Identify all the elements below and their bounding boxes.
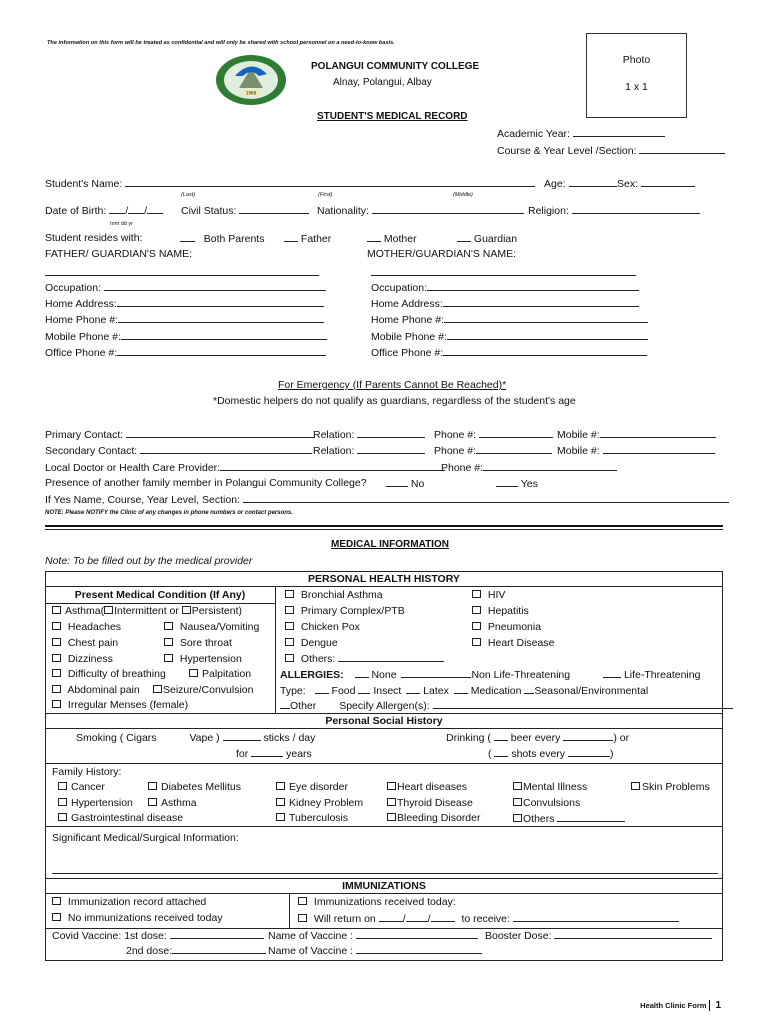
father-occupation-field[interactable] [45,281,326,294]
secondary-phone-label: Phone #: [434,445,477,457]
civil-status-label: Civil Status: [181,205,237,217]
family-member-no-option[interactable] [386,477,424,490]
no-label: No [410,478,425,490]
age-label: Age: [544,178,566,190]
father-label: Father [300,233,332,245]
family-kidney-checkbox[interactable] [276,798,285,806]
nausea-checkbox[interactable] [164,622,173,630]
primary-phone-field[interactable] [434,428,553,441]
family-heart[interactable]: Heart diseases [387,781,467,793]
condition-ptb[interactable]: Primary Complex/PTB [285,605,405,617]
father-office-field[interactable] [45,346,326,359]
mother-option[interactable] [367,232,417,245]
guardian-label: Guardian [473,233,518,245]
persistent-checkbox[interactable] [182,606,191,614]
condition-dizziness[interactable]: Dizziness [52,653,113,665]
age-field[interactable] [544,177,617,190]
sex-label: Sex: [617,178,639,190]
father-home-phone-field[interactable] [45,313,324,326]
second-dose-label: 2nd dose: [126,945,173,957]
booster-dose-field[interactable]: Booster Dose: [485,929,712,942]
doctor-label: Local Doctor or Health Care Provider: [45,462,221,474]
covid-second-row [126,944,266,957]
student-name-label: Student's Name: [45,178,123,190]
if-yes-field[interactable] [45,493,729,506]
condition-pneumonia[interactable]: Pneumonia [472,621,541,633]
father-address-label: Home Address: [45,298,117,310]
bronchial-checkbox[interactable] [285,590,294,598]
secondary-relation-field[interactable] [313,444,425,457]
hepatitis-checkbox[interactable] [472,606,481,614]
dob-label: Date of Birth: [45,205,107,217]
primary-relation-field[interactable] [313,428,425,441]
surgical-info-line[interactable] [52,864,718,874]
family-eye[interactable]: Eye disorder [276,781,348,793]
civil-status-field[interactable] [181,204,309,217]
family-member-yes-option[interactable] [496,477,538,490]
allergy-other-row: Other Specify Allergen(s): [280,699,733,712]
family-skin-checkbox[interactable] [631,782,640,790]
condition-seizure[interactable]: Seizure/Convulsion [153,684,253,696]
religion-label: Religion: [528,205,569,217]
college-seal-logo [215,54,287,106]
immunization-received-today[interactable]: Immunizations received today: [298,896,456,908]
first-hint: (First) [318,192,333,198]
mother-home-phone-label: Home Phone #: [371,314,444,326]
family-heart-checkbox[interactable] [387,782,396,790]
condition-hypertension[interactable]: Hypertension [164,653,242,665]
mother-name-line[interactable] [371,266,636,276]
course-section-field[interactable] [497,144,725,157]
primary-phone-label: Phone #: [434,429,477,441]
religion-field[interactable] [528,204,700,217]
father-option[interactable] [284,232,331,245]
primary-contact-label: Primary Contact: [45,429,124,441]
drinking-row: Drinking ( beer every ) or [446,732,630,744]
family-gastro[interactable]: Gastrointestinal disease [58,812,183,824]
father-guardian-title: FATHER/ GUARDIAN'S NAME: [45,248,193,260]
drinking-shots-row: ( shots every ) [488,748,614,760]
family-asthma[interactable]: Asthma [148,797,197,809]
father-office-label: Office Phone #: [45,347,118,359]
family-bleeding-checkbox[interactable] [387,813,396,821]
mother-guardian-title: MOTHER/GUARDIAN'S NAME: [367,248,517,260]
condition-bronchial[interactable]: Bronchial Asthma [285,589,383,601]
second-dose-line[interactable] [172,944,266,954]
mother-mobile-label: Mobile Phone #: [371,331,447,343]
condition-nausea[interactable]: Nausea/Vomiting [164,621,259,633]
social-history-title: Personal Social History [325,715,443,727]
family-convulsions[interactable]: Convulsions [513,797,580,809]
dengue-checkbox[interactable] [285,638,294,646]
secondary-mobile-field[interactable] [557,444,715,457]
doctor-phone-field[interactable] [441,461,617,474]
smoking-row: Smoking ( Cigars Vape ) sticks / day [76,732,316,744]
present-condition-title: Present Medical Condition (If Any) [74,589,246,601]
family-member-question: Presence of another family member in Polangui Community College? [45,477,367,489]
abdominal-checkbox[interactable] [52,685,61,693]
mother-occupation-field[interactable] [371,281,639,294]
family-bleeding[interactable]: Bleeding Disorder [387,812,480,824]
photo-label: Photo [622,54,651,66]
last-hint: (Last) [181,192,196,198]
middle-hint: (Middle) [453,192,473,198]
family-kidney[interactable]: Kidney Problem [276,797,363,809]
secondary-relation-label: Relation: [313,445,355,457]
both-parents-option[interactable] [180,232,264,245]
pneumonia-checkbox[interactable] [472,622,481,630]
father-name-line[interactable] [45,266,319,276]
footer-label: Health Clinic Form [640,1001,707,1010]
family-mental[interactable]: Mental Illness [513,781,587,793]
condition-breathing[interactable]: Difficulty of breathing [52,668,166,680]
condition-abdominal[interactable]: Abdominal pain [52,684,140,696]
condition-chicken-pox[interactable]: Chicken Pox [285,621,360,633]
immunizations-title: IMMUNIZATIONS [342,880,426,892]
emergency-note: *Domestic helpers do not qualify as guardians, regardless of the student's age [213,395,576,407]
others-checkbox[interactable] [285,654,294,662]
palpitation-checkbox[interactable] [189,669,198,677]
doctor-field[interactable] [45,461,445,474]
secondary-contact-label: Secondary Contact: [45,445,138,457]
mother-home-phone-field[interactable] [371,313,648,326]
breathing-checkbox[interactable] [52,669,61,677]
family-others-checkbox[interactable] [513,814,522,822]
form-title: STUDENT'S MEDICAL RECORD [317,111,468,122]
heart-disease-checkbox[interactable] [472,638,481,646]
page-footer [640,1000,721,1011]
family-tuberculosis[interactable]: Tuberculosis [276,812,348,824]
family-convulsions-checkbox[interactable] [513,798,522,806]
mother-address-field[interactable] [371,297,639,310]
mother-office-label: Office Phone #: [371,347,444,359]
family-tuberculosis-checkbox[interactable] [276,813,285,821]
immunization-attached[interactable]: Immunization record attached [52,896,206,908]
dob-hint: mm dd yr [110,221,133,227]
academic-year-label: Academic Year: [497,128,570,140]
nationality-field[interactable] [317,204,524,217]
condition-hiv[interactable]: HIV [472,589,505,601]
secondary-contact-field[interactable] [45,444,312,457]
page-number: 1 [709,1000,721,1011]
father-occupation-label: Occupation: [45,282,102,294]
menses-checkbox[interactable] [52,700,61,708]
family-thyroid[interactable]: Thyroid Disease [387,797,473,809]
nationality-label: Nationality: [317,205,369,217]
condition-heart-disease[interactable]: Heart Disease [472,637,554,649]
first-dose-line[interactable] [170,929,264,939]
father-mobile-label: Mobile Phone #: [45,331,121,343]
covid-first-row: Covid Vaccine: 1st dose: [52,929,264,942]
family-diabetes-checkbox[interactable] [148,782,157,790]
college-name: POLANGUI COMMUNITY COLLEGE [311,61,480,72]
immunization-return[interactable]: Will return on / / to receive: [298,912,679,925]
vaccine-name-first[interactable]: Name of Vaccine : [268,929,478,942]
father-address-field[interactable] [45,297,324,310]
dizziness-checkbox[interactable] [52,654,61,662]
notify-note: NOTE: Please NOTIFY the Clinic of any changes in phone numbers or contact persons. [45,510,293,516]
mother-office-field[interactable] [371,346,647,359]
family-hypertension[interactable]: Hypertension [58,797,133,809]
condition-others[interactable]: Others: [285,652,444,665]
confidential-notice: The information on this form will be treated as confidential and will only be shared with school personnel on a need-to-know basis. [47,40,395,46]
primary-mobile-label: Mobile #: [557,429,600,441]
primary-mobile-field[interactable] [557,428,716,441]
condition-chest-pain[interactable]: Chest pain [52,637,118,649]
secondary-mobile-label: Mobile #: [557,445,600,457]
photo-box[interactable] [586,33,687,118]
family-eye-checkbox[interactable] [276,782,285,790]
hypertension-checkbox[interactable] [164,654,173,662]
dob-field[interactable]: Date of Birth: / / [45,204,163,217]
both-parents-label: Both Parents [203,233,265,245]
emergency-title: For Emergency (If Parents Cannot Be Reached)* [278,379,507,391]
family-mental-checkbox[interactable] [513,782,522,790]
allergies-row: ALLERGIES: None Non Life-Threatening Life-Threatening [280,669,701,681]
academic-year-field[interactable] [497,127,665,140]
mother-mobile-field[interactable] [371,330,648,343]
condition-hepatitis[interactable]: Hepatitis [472,605,529,617]
resides-label: Student resides with: [45,232,143,244]
family-asthma-checkbox[interactable] [148,798,157,806]
mother-occupation-label: Occupation: [371,282,428,294]
medical-info-title: MEDICAL INFORMATION [331,539,449,550]
guardian-option[interactable] [457,232,517,245]
none-today-checkbox[interactable] [52,913,61,921]
seizure-checkbox[interactable] [153,685,162,693]
health-history-title: PERSONAL HEALTH HISTORY [308,573,460,585]
primary-relation-label: Relation: [313,429,355,441]
allergy-type-row: Type: Food Insect Latex Medication Seasonal/Environmental [280,685,649,697]
surgical-info-label: Significant Medical/Surgical Information: [52,832,239,844]
primary-contact-field[interactable] [45,428,314,441]
chest-pain-checkbox[interactable] [52,638,61,646]
family-thyroid-checkbox[interactable] [387,798,396,806]
section-divider [45,525,723,527]
condition-menses[interactable]: Irregular Menses (female) [52,699,188,711]
family-diabetes[interactable]: Diabetes Mellitus [148,781,241,793]
headaches-checkbox[interactable] [52,622,61,630]
condition-dengue[interactable]: Dengue [285,637,338,649]
secondary-phone-field[interactable] [434,444,552,457]
if-yes-label: If Yes Name, Course, Year Level, Section: [45,494,240,506]
hiv-checkbox[interactable] [472,590,481,598]
section-divider-thin [45,529,723,530]
photo-size: 1 x 1 [625,81,648,93]
first-dose-label: 1st dose: [124,930,167,942]
asthma-item[interactable]: Asthma( Intermittent or Persistent) [52,605,242,617]
family-gastro-checkbox[interactable] [58,813,67,821]
return-checkbox[interactable] [298,914,307,922]
asthma-checkbox[interactable] [52,606,61,614]
father-mobile-field[interactable] [45,330,327,343]
college-address: Alnay, Polangui, Albay [333,77,432,88]
father-home-phone-label: Home Phone #: [45,314,118,326]
student-name-field[interactable] [45,177,535,190]
yes-label: Yes [520,478,538,490]
family-history-label: Family History: [52,766,122,778]
family-cancer[interactable]: Cancer [58,781,105,793]
ptb-checkbox[interactable] [285,606,294,614]
family-hypertension-checkbox[interactable] [58,798,67,806]
condition-sore-throat[interactable]: Sore throat [164,637,232,649]
medical-provider-note: Note: To be filled out by the medical provider [45,555,253,567]
received-today-checkbox[interactable] [298,897,307,905]
doctor-phone-label: Phone #: [441,462,484,474]
sex-field[interactable] [617,177,695,190]
condition-palpitation[interactable]: Palpitation [189,668,251,680]
vaccine-name-second[interactable]: Name of Vaccine : [268,944,482,957]
intermittent-checkbox[interactable] [104,606,113,614]
seal-year: 1968 [245,90,257,96]
allergies-label: ALLERGIES: [280,669,344,681]
family-skin[interactable]: Skin Problems [631,781,710,793]
course-section-label: Course & Year Level /Section: [497,145,637,157]
family-cancer-checkbox[interactable] [58,782,67,790]
sore-throat-checkbox[interactable] [164,638,173,646]
immunization-none-today[interactable]: No immunizations received today [52,912,223,924]
attached-checkbox[interactable] [52,897,61,905]
chicken-pox-checkbox[interactable] [285,622,294,630]
family-others[interactable]: Others [513,812,625,825]
mother-label: Mother [383,233,417,245]
mother-address-label: Home Address: [371,298,443,310]
condition-headaches[interactable]: Headaches [52,621,121,633]
smoking-years-row: for years [236,748,312,760]
